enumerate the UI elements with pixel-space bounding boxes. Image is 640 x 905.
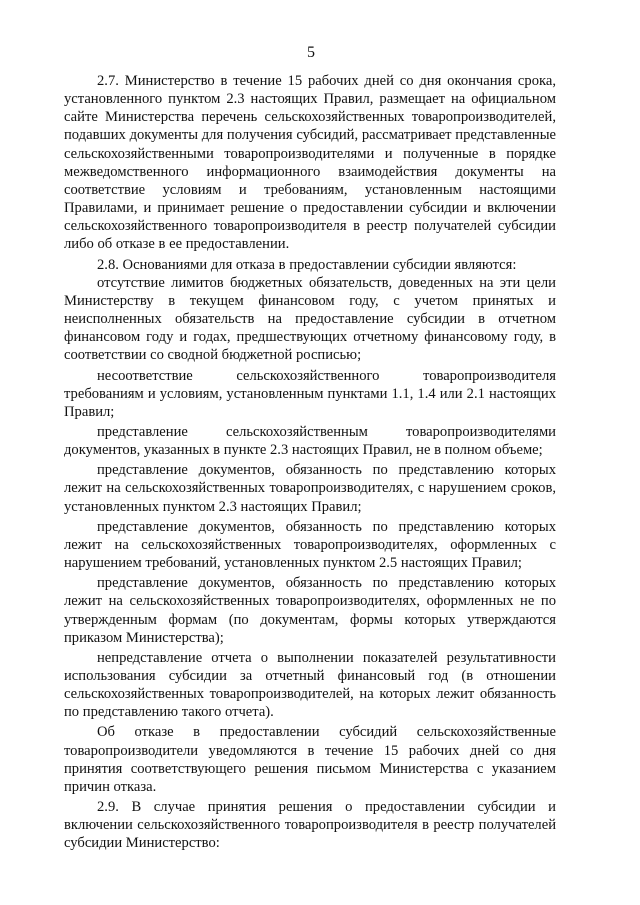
refusal-ground-budget-limits: отсутствие лимитов бюджетных обязательств, доведенных на эти цели Министерству в текущем финансовом году, с учетом принятых и неисполненных обязательств на предоставление субсидии в отчетном финансовом году и годах, предшествующих отчетному финансовому году, в соответствии со сводной бюджетной росписью; [64,274,556,364]
refusal-ground-incomplete-documents: представление сельскохозяйственным товаропроизводителями документов, указанных в пункте 2.3 настоящих Правил, не в полном объеме; [64,423,556,459]
refusal-ground-unapproved-forms: представление документов, обязанность по представлению которых лежит на сельскохозяйственных товаропроизводителях, оформленных не по утвержденным формам (по документам, формы которых утверждаются приказом Министерства); [64,575,556,646]
refusal-ground-requirements: несоответствие сельскохозяйственного товаропроизводителя требованиям и условиям, установленным пунктами 1.1, 1.4 или 2.1 настоящих Правил; [64,367,556,420]
refusal-ground-format-violation: представление документов, обязанность по представлению которых лежит на сельскохозяйственных товаропроизводителях, оформленных с нарушением требований, установленных пунктом 2.5 настоящих Правил; [64,518,556,572]
page-number: 5 [307,44,315,61]
paragraph-2-8: 2.8. Основаниями для отказа в предоставлении субсидии являются: [97,256,517,273]
refusal-ground-no-report: непредставление отчета о выполнении показателей результативности использования субсидии за отчетный финансовый год (в отношении сельскохозяйственных товаропроизводителей, на которых лежит обязанность по представлению такого отчета). [64,649,556,721]
paragraph-2-9: 2.9. В случае принятия решения о предоставлении субсидии и включении сельскохозяйственного товаропроизводителя в реестр получателей субсидии Министерство: [64,799,556,852]
paragraph-2-7: 2.7. Министерство в течение 15 рабочих дней со дня окончания срока, установленного пунктом 2.3 настоящих Правил, размещает на официальном сайте Министерства перечень сельскохозяйственных товаропроизводителей, подавших документы для получения субсидий, рассматривает представленные сельскохозяйственными товаропроизводителями и полученные в порядке межведомственного информационного взаимодействия документы на соответствие условиям и требованиям, установленным настоящими Правилами, и принимает решение о предоставлении субсидии и включении сельскохозяйственного товаропроизводителя в реестр получателей субсидии либо об отказе в ее предоставлении. [64,73,556,253]
refusal-notification: Об отказе в предоставлении субсидий сельскохозяйственные товаропроизводители уведомляются в течение 15 рабочих дней со дня принятия соответствующего решения письмом Министерства с указанием причин отказа. [64,724,556,795]
document-body [64,72,556,853]
refusal-ground-deadline-violation: представление документов, обязанность по представлению которых лежит на сельскохозяйственных товаропроизводителях, с нарушением сроков, установленных пунктом 2.3 настоящих Правил; [64,462,556,515]
